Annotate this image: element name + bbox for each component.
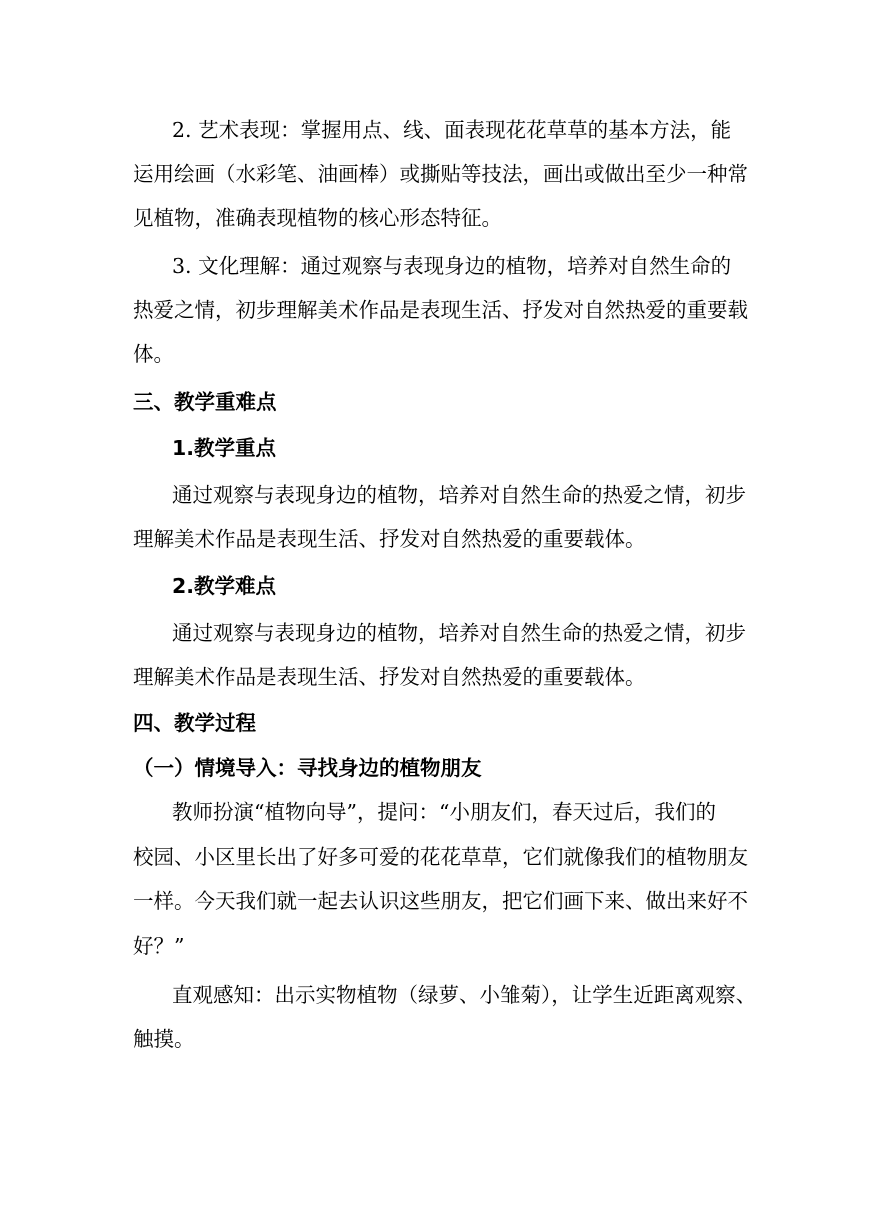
paragraph-line: 一样。今天我们就一起去认识这些朋友，把它们画下来、做出来好不 bbox=[133, 889, 748, 913]
paragraph-line: 运用绘画（水彩笔、油画棒）或撕贴等技法，画出或做出至少一种常 bbox=[133, 162, 748, 186]
subheading-intro: （一）情境导入：寻找身边的植物朋友 bbox=[133, 756, 482, 780]
section-heading-key-points: 三、教学重难点 bbox=[133, 390, 277, 414]
paragraph-line: 见植物，准确表现植物的核心形态特征。 bbox=[133, 206, 502, 230]
paragraph-line: 热爱之情，初步理解美术作品是表现生活、抒发对自然热爱的重要载 bbox=[133, 298, 748, 322]
paragraph-line: 教师扮演“植物向导”，提问：“小朋友们，春天过后，我们的 bbox=[172, 800, 716, 824]
paragraph-line: 3. 文化理解：通过观察与表现身边的植物，培养对自然生命的 bbox=[172, 254, 732, 278]
subheading-focus: 1.教学重点 bbox=[172, 436, 277, 460]
paragraph-line: 2. 艺术表现：掌握用点、线、面表现花花草草的基本方法，能 bbox=[172, 118, 732, 142]
paragraph-line: 好？” bbox=[133, 934, 185, 958]
paragraph-line: 通过观察与表现身边的植物，培养对自然生命的热爱之情，初步 bbox=[172, 621, 746, 645]
paragraph-line: 校园、小区里长出了好多可爱的花花草草，它们就像我们的植物朋友 bbox=[133, 845, 748, 869]
section-heading-process: 四、教学过程 bbox=[133, 711, 256, 735]
paragraph-line: 体。 bbox=[133, 342, 174, 366]
paragraph-line: 通过观察与表现身边的植物，培养对自然生命的热爱之情，初步 bbox=[172, 483, 746, 507]
paragraph-line: 理解美术作品是表现生活、抒发对自然热爱的重要载体。 bbox=[133, 665, 646, 689]
paragraph-line: 触摸。 bbox=[133, 1027, 195, 1051]
paragraph-line: 直观感知：出示实物植物（绿萝、小雏菊），让学生近距离观察、 bbox=[172, 983, 757, 1007]
subheading-difficulty: 2.教学难点 bbox=[172, 574, 277, 598]
paragraph-line: 理解美术作品是表现生活、抒发对自然热爱的重要载体。 bbox=[133, 527, 646, 551]
